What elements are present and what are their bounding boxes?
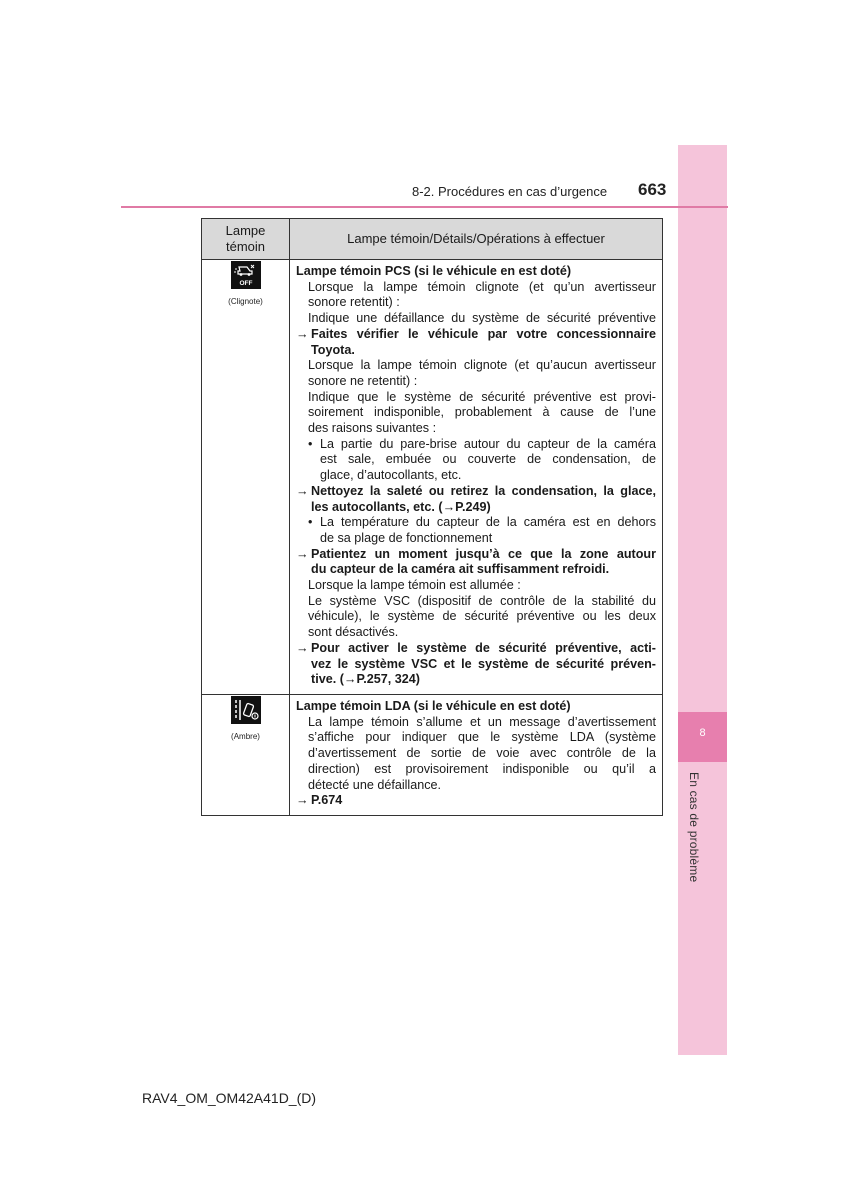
- paragraph: Indique que le système de sécurité préventive est provi-: [308, 389, 656, 404]
- lamp-caption: (Ambre): [231, 731, 260, 741]
- action-item: [296, 327, 656, 358]
- lda-warning-icon: [231, 696, 261, 724]
- action-text: P.674: [311, 793, 343, 808]
- paragraph: Lorsque la lampe témoin clignote (et qu’un avertisseur: [308, 279, 656, 294]
- lamp-details: [290, 694, 663, 815]
- paragraph: La lampe témoin s’allume et un message d’avertissement: [308, 714, 656, 729]
- list-item-text: La température du capteur de la caméra est en dehors: [320, 515, 656, 530]
- action-text: Nettoyez la saleté ou retirez la condensation, la glace,: [311, 483, 656, 498]
- document-code: RAV4_OM_OM42A41D_(D): [142, 1090, 317, 1106]
- paragraph: des raisons suivantes :: [308, 421, 437, 436]
- paragraph: sonore retentit) :: [308, 295, 400, 310]
- arrow-icon: →: [296, 793, 309, 808]
- action-text: tive. (→P.257, 324): [311, 672, 420, 687]
- paragraph: détecté une défaillance.: [308, 777, 442, 792]
- col-header-lamp: Lampe témoin: [202, 219, 290, 260]
- paragraph: sont désactivés.: [308, 625, 399, 640]
- list-item-text: glace, d’autocollants, etc.: [320, 468, 462, 483]
- action-text: Pour activer le système de sécurité préventive, acti-: [311, 640, 656, 655]
- lamp-title: Lampe témoin PCS (si le véhicule en est doté): [296, 264, 572, 278]
- header-rule: [121, 206, 728, 208]
- action-item: [296, 484, 656, 515]
- bullet-icon: •: [308, 515, 313, 530]
- paragraph: soirement indisponible, probablement à cause de l’une: [308, 405, 656, 420]
- lamp-details: [290, 260, 663, 695]
- arrow-icon: →: [296, 326, 309, 341]
- arrow-icon: →: [296, 483, 309, 498]
- paragraph: Lorsque la lampe témoin clignote (et qu’aucun avertisseur: [308, 358, 656, 373]
- arrow-icon: →: [296, 640, 309, 655]
- chapter-side-tab: [678, 145, 727, 1055]
- action-item: [296, 793, 656, 809]
- table-header-row: [202, 219, 663, 260]
- paragraph: Indique une défaillance du système de sécurité préventive: [308, 311, 656, 326]
- lamp-cell: [202, 694, 290, 815]
- list-item-text: La partie du pare-brise autour du capteur de la caméra: [320, 436, 656, 451]
- list-item-text: de sa plage de fonctionnement: [320, 530, 493, 545]
- lamp-caption: (Clignote): [228, 296, 263, 306]
- lamp-cell: [202, 260, 290, 695]
- chapter-number: 8: [678, 712, 727, 762]
- paragraph: véhicule), le système de sécurité préventive ou les deux: [308, 609, 656, 624]
- paragraph: d’avertissement de sortie de voie avec contrôle de la: [308, 746, 656, 761]
- paragraph: sonore ne retentit) :: [308, 373, 418, 388]
- paragraph: Lorsque la lampe témoin est allumée :: [308, 578, 521, 593]
- svg-text:OFF: OFF: [239, 280, 252, 287]
- col-header-details: Lampe témoin/Détails/Opérations à effectuer: [290, 219, 663, 260]
- paragraph: s’affiche pour indiquer que le système LDA (système: [308, 730, 656, 745]
- action-item: [296, 641, 656, 688]
- arrow-icon: →: [296, 546, 309, 561]
- action-text: Toyota.: [311, 342, 355, 357]
- list-item: [296, 515, 656, 546]
- action-text: Patientez un moment jusqu’à ce que la zone autour: [311, 546, 656, 561]
- action-text: Faites vérifier le véhicule par votre concessionnaire: [311, 326, 656, 341]
- chapter-label: En cas de problème: [687, 772, 701, 883]
- table-row: [202, 260, 663, 695]
- list-item-text: est sale, embuée ou couverte de condensation, de: [320, 452, 656, 467]
- warning-lamp-table: [201, 218, 663, 816]
- action-text: du capteur de la caméra ait suffisamment refroidi.: [311, 562, 610, 577]
- lamp-title: Lampe témoin LDA (si le véhicule en est doté): [296, 698, 571, 713]
- pcs-off-warning-icon: [231, 261, 261, 289]
- action-text: vez le système VSC et le système de sécurité préven-: [311, 656, 656, 671]
- page-number: 663: [638, 180, 667, 199]
- bullet-icon: •: [308, 436, 313, 451]
- action-text: les autocollants, etc. (→P.249): [311, 499, 491, 514]
- section-title: 8-2. Procédures en cas d’urgence: [412, 184, 608, 199]
- paragraph: Le système VSC (dispositif de contrôle de la stabilité du: [308, 593, 656, 608]
- action-item: [296, 547, 656, 578]
- table-row: [202, 694, 663, 815]
- paragraph: direction) est provisoirement indisponible ou qu’il a: [308, 761, 656, 776]
- list-item: [296, 437, 656, 484]
